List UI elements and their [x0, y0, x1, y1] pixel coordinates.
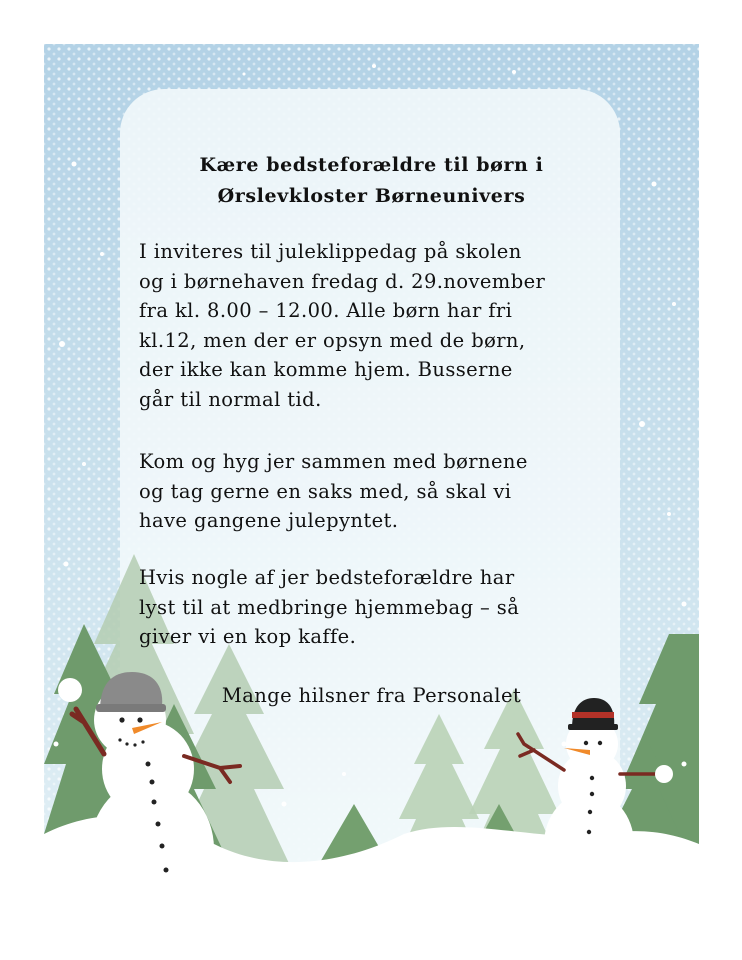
paragraph-line: lyst til at medbringe hjemmebag – så	[139, 595, 520, 619]
paragraph-line: giver vi en kop kaffe.	[139, 625, 357, 649]
paragraph-line: går til normal tid.	[139, 387, 322, 411]
paragraph-line: fra kl. 8.00 – 12.00. Alle børn har fri	[139, 299, 513, 323]
paragraph-line: kl.12, men der er opsyn med de børn,	[139, 328, 526, 352]
paragraph-line: Kom og hyg jer sammen med børnene	[139, 450, 528, 473]
paragraph-line: have gangene julepyntet.	[139, 509, 399, 533]
paragraph-line: I inviteres til juleklippedag på skolen	[139, 240, 522, 263]
paragraph-line: der ikke kan komme hjem. Busserne	[139, 358, 513, 382]
paragraph-line: og tag gerne en saks med, så skal vi	[139, 479, 512, 503]
invitation-card	[44, 44, 699, 916]
heading-line-1: Kære bedsteforældre til børn i	[199, 154, 544, 176]
paragraph-line: og i børnehaven fredag d. 29.november	[139, 269, 546, 293]
winter-scene	[44, 44, 699, 916]
paragraph-line: Hvis nogle af jer bedsteforældre har	[139, 566, 515, 589]
heading-line-2: Ørslevkloster Børneunivers	[217, 185, 526, 207]
signoff: Mange hilsner fra Personalet	[221, 684, 522, 707]
